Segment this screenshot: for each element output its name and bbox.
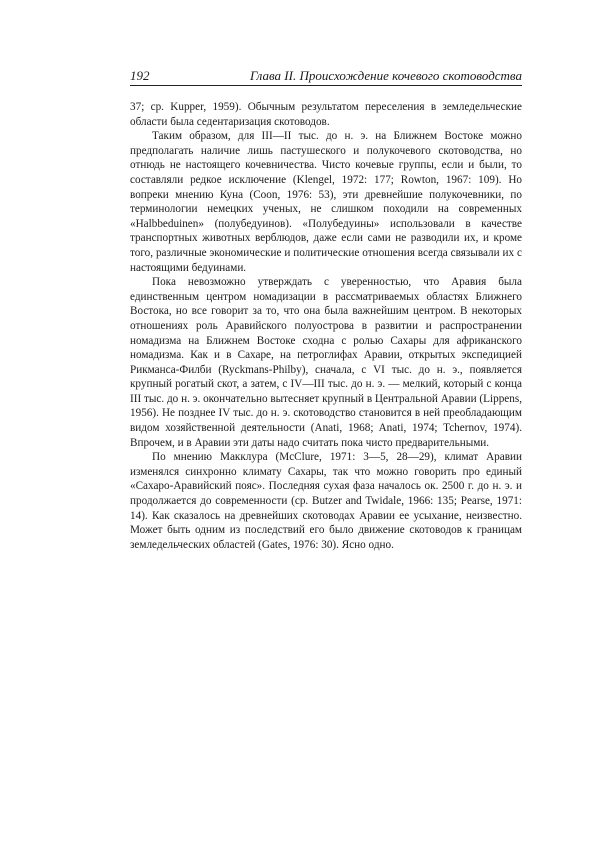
running-title: Глава II. Происхождение кочевого скотоводства bbox=[249, 68, 522, 83]
paragraph: По мнению Макклура (McClure, 1971: 3—5, 28—29), климат Аравии изменялся синхронно климату Сахары, так что можно говорить про единый «Сахаро-Аравийский пояс». Последняя сухая фаза началось ок. 2500 г. до н. э. и продолжается до современности (ср. Butzer and Twidale, 1966: 135; Pearse, 1971: 14). Как сказалось на древнейших скотоводах Аравии ее усыхание, неизвестно. Может быть одним из последствий его было движение скотоводов к границам земледельческих областей (Gates, 1976: 30). Ясно одно. bbox=[130, 451, 522, 551]
paragraph: 37; ср. Kupper, 1959). Обычным результатом переселения в земледельческие области была седентаризация скотоводов. bbox=[130, 101, 522, 128]
paragraph: Пока невозможно утверждать с уверенностью, что Аравия была единственным центром номадизации в рассматриваемых областях Ближнего Востока, но все говорит за то, что она была важнейшим центром. В некоторых отношениях роль Аравийского полуострова в развитии и распространении номадизма на Ближнем Востоке сходна с ролью Сахары для африканского номадизма. Как и в Сахаре, на петроглифах Аравии, открытых экспедицией Рикманса-Филби (Ryckmans-Philby), сначала, с VI тыс. до н. э., появляется крупный рогатый скот, а затем, с IV—III тыс. до н. э. — мелкий, который с конца III тыс. до н. э. окончательно вытесняет крупный в Центральной Аравии (Lippens, 1956). Не позднее IV тыс. до н. э. скотоводство становится в ней преобладающим видом хозяйственной деятельности (Anati, 1968; Anati, 1974; Tchernov, 1974). Впрочем, и в Аравии эти даты надо считать пока чисто предварительными. bbox=[130, 276, 522, 449]
body-text bbox=[130, 100, 522, 552]
book-page bbox=[130, 66, 522, 552]
page-header bbox=[130, 66, 522, 86]
paragraph: Таким образом, для III—II тыс. до н. э. на Ближнем Востоке можно предполагать наличие лишь пастушеского и полукочевого скотоводства, но отнюдь не настоящего кочевничества. Чисто кочевые группы, если и были, то составляли редкое исключение (Klengel, 1972: 177; Rowton, 1967: 109). Но вопреки мнению Куна (Coon, 1976: 53), эти древнейшие полукочевники, по терминологии немецких ученых, не слишком походили на современных «Halbbeduinen» (полубедуинов). «Полубедуины» использовали в качестве транспортных животных верблюдов, даже если сами не разводили их, и кроме того, различные экономические и политические отношения всегда связывали их с настоящими бедуинами. bbox=[130, 130, 522, 274]
page-number: 192 bbox=[130, 68, 150, 83]
